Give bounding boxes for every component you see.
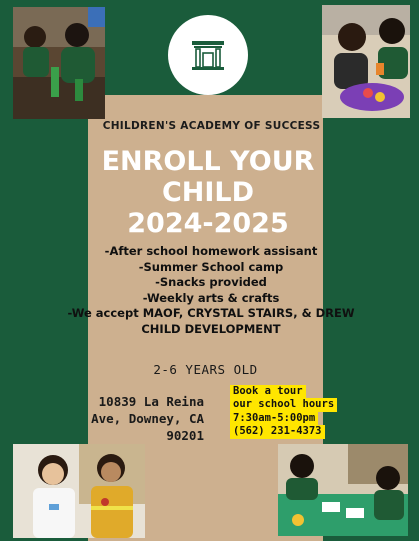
academy-name: CHILDREN'S ACADEMY OF SUCCESS bbox=[102, 120, 321, 132]
child-playing-with-tray-photo bbox=[322, 5, 410, 118]
age-range: 2-6 YEARS OLD bbox=[153, 362, 258, 377]
headline-line-1: ENROLL YOUR bbox=[101, 146, 315, 177]
service-item: CHILD DEVELOPMENT bbox=[141, 321, 281, 336]
address-line: 10839 La Reina bbox=[98, 394, 204, 409]
children-gardening-photo bbox=[13, 7, 105, 119]
tour-line: Book a tour bbox=[230, 385, 306, 398]
phone-number: (562) 231-4373 bbox=[230, 425, 325, 438]
service-item: -Snacks provided bbox=[155, 275, 267, 290]
enroll-headline bbox=[60, 146, 356, 239]
service-item: -After school homework assisant bbox=[104, 244, 318, 258]
children-at-activity-table-photo bbox=[278, 444, 408, 536]
address-line: Ave, Downey, CA bbox=[91, 411, 204, 426]
tour-line: 7:30am-5:00pm bbox=[230, 412, 318, 425]
service-item: -We accept MAOF, CRYSTAL STAIRS, & DREW bbox=[67, 306, 355, 321]
services-list bbox=[52, 244, 370, 338]
school-building-icon bbox=[168, 15, 248, 95]
children-in-career-costumes-photo bbox=[13, 444, 145, 538]
school-address bbox=[62, 393, 204, 444]
service-item: -Summer School camp bbox=[138, 259, 284, 274]
address-line: 90201 bbox=[166, 428, 204, 443]
headline-line-2: CHILD bbox=[161, 177, 255, 208]
tour-line: our school hours bbox=[230, 398, 337, 411]
tour-info-highlight bbox=[230, 385, 354, 439]
service-item: -Weekly arts & crafts bbox=[142, 290, 280, 305]
headline-line-3: 2024-2025 bbox=[127, 208, 289, 239]
